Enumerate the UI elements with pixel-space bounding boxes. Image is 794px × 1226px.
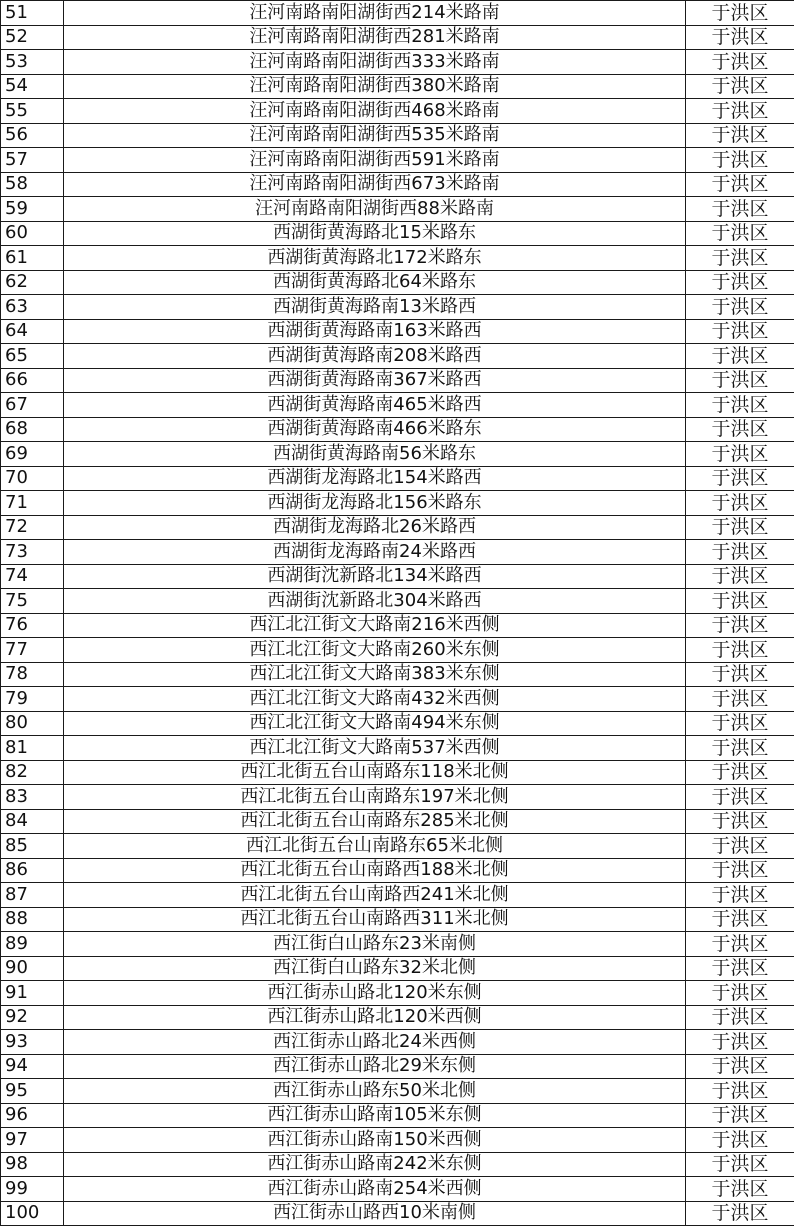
table-row bbox=[1, 662, 794, 687]
district-cell: 于洪区 bbox=[686, 638, 794, 663]
table-row bbox=[1, 687, 794, 712]
table-row bbox=[1, 1030, 794, 1055]
table-row bbox=[1, 172, 794, 197]
table-row bbox=[1, 613, 794, 638]
table-row bbox=[1, 760, 794, 785]
table-row bbox=[1, 50, 794, 75]
table-row bbox=[1, 25, 794, 50]
location-cell: 西湖街黄海路北172米路东 bbox=[64, 246, 686, 271]
district-cell: 于洪区 bbox=[686, 1103, 794, 1128]
row-number-cell: 86 bbox=[1, 858, 64, 883]
district-cell: 于洪区 bbox=[686, 589, 794, 614]
table-row bbox=[1, 1054, 794, 1079]
row-number-cell: 69 bbox=[1, 442, 64, 467]
location-cell: 西江北江街文大路南537米西侧 bbox=[64, 736, 686, 761]
district-cell: 于洪区 bbox=[686, 1, 794, 26]
location-cell: 西江街赤山路南242米东侧 bbox=[64, 1152, 686, 1177]
location-cell: 西湖街龙海路北154米路西 bbox=[64, 466, 686, 491]
table-row bbox=[1, 442, 794, 467]
district-cell: 于洪区 bbox=[686, 246, 794, 271]
row-number-cell: 63 bbox=[1, 295, 64, 320]
location-cell: 汪河南路南阳湖街西333米路南 bbox=[64, 50, 686, 75]
district-cell: 于洪区 bbox=[686, 344, 794, 369]
table-row bbox=[1, 74, 794, 99]
table-row bbox=[1, 515, 794, 540]
row-number-cell: 78 bbox=[1, 662, 64, 687]
row-number-cell: 100 bbox=[1, 1201, 64, 1226]
table-row bbox=[1, 540, 794, 565]
location-cell: 西江北街五台山南路西241米北侧 bbox=[64, 883, 686, 908]
location-cell: 西江北街五台山南路东197米北侧 bbox=[64, 785, 686, 810]
district-cell: 于洪区 bbox=[686, 858, 794, 883]
district-cell: 于洪区 bbox=[686, 25, 794, 50]
location-table-body bbox=[1, 1, 794, 1226]
district-cell: 于洪区 bbox=[686, 809, 794, 834]
row-number-cell: 96 bbox=[1, 1103, 64, 1128]
row-number-cell: 80 bbox=[1, 711, 64, 736]
table-row bbox=[1, 417, 794, 442]
table-row bbox=[1, 1079, 794, 1104]
district-cell: 于洪区 bbox=[686, 148, 794, 173]
table-row bbox=[1, 589, 794, 614]
row-number-cell: 94 bbox=[1, 1054, 64, 1079]
location-cell: 西江街赤山路南105米东侧 bbox=[64, 1103, 686, 1128]
row-number-cell: 55 bbox=[1, 99, 64, 124]
district-cell: 于洪区 bbox=[686, 172, 794, 197]
row-number-cell: 95 bbox=[1, 1079, 64, 1104]
table-row bbox=[1, 491, 794, 516]
location-cell: 西湖街黄海路南466米路东 bbox=[64, 417, 686, 442]
row-number-cell: 72 bbox=[1, 515, 64, 540]
location-cell: 西江街赤山路北29米东侧 bbox=[64, 1054, 686, 1079]
row-number-cell: 76 bbox=[1, 613, 64, 638]
location-cell: 西湖街黄海路南367米路西 bbox=[64, 368, 686, 393]
district-cell: 于洪区 bbox=[686, 932, 794, 957]
location-cell: 西江街白山路东23米南侧 bbox=[64, 932, 686, 957]
district-cell: 于洪区 bbox=[686, 1152, 794, 1177]
district-cell: 于洪区 bbox=[686, 123, 794, 148]
district-cell: 于洪区 bbox=[686, 491, 794, 516]
row-number-cell: 59 bbox=[1, 197, 64, 222]
district-cell: 于洪区 bbox=[686, 785, 794, 810]
location-cell: 西江北街五台山南路东285米北侧 bbox=[64, 809, 686, 834]
location-cell: 西湖街黄海路北15米路东 bbox=[64, 221, 686, 246]
location-cell: 西湖街黄海路南208米路西 bbox=[64, 344, 686, 369]
row-number-cell: 83 bbox=[1, 785, 64, 810]
row-number-cell: 90 bbox=[1, 956, 64, 981]
row-number-cell: 65 bbox=[1, 344, 64, 369]
location-cell: 西江街赤山路东50米北侧 bbox=[64, 1079, 686, 1104]
location-cell: 汪河南路南阳湖街西468米路南 bbox=[64, 99, 686, 124]
table-row bbox=[1, 466, 794, 491]
district-cell: 于洪区 bbox=[686, 319, 794, 344]
row-number-cell: 70 bbox=[1, 466, 64, 491]
district-cell: 于洪区 bbox=[686, 711, 794, 736]
table-row bbox=[1, 246, 794, 271]
table-row bbox=[1, 711, 794, 736]
location-cell: 西湖街黄海路南13米路西 bbox=[64, 295, 686, 320]
row-number-cell: 79 bbox=[1, 687, 64, 712]
table-row bbox=[1, 1005, 794, 1030]
table-row bbox=[1, 809, 794, 834]
district-cell: 于洪区 bbox=[686, 1201, 794, 1226]
row-number-cell: 98 bbox=[1, 1152, 64, 1177]
row-number-cell: 51 bbox=[1, 1, 64, 26]
district-cell: 于洪区 bbox=[686, 1128, 794, 1153]
row-number-cell: 64 bbox=[1, 319, 64, 344]
district-cell: 于洪区 bbox=[686, 442, 794, 467]
district-cell: 于洪区 bbox=[686, 74, 794, 99]
district-cell: 于洪区 bbox=[686, 1030, 794, 1055]
table-row bbox=[1, 564, 794, 589]
table-row bbox=[1, 99, 794, 124]
location-cell: 西江街赤山路南150米西侧 bbox=[64, 1128, 686, 1153]
table-row bbox=[1, 148, 794, 173]
table-row bbox=[1, 956, 794, 981]
district-cell: 于洪区 bbox=[686, 466, 794, 491]
location-cell: 西湖街黄海路南163米路西 bbox=[64, 319, 686, 344]
row-number-cell: 62 bbox=[1, 270, 64, 295]
row-number-cell: 53 bbox=[1, 50, 64, 75]
row-number-cell: 61 bbox=[1, 246, 64, 271]
table-row bbox=[1, 785, 794, 810]
table-row bbox=[1, 295, 794, 320]
row-number-cell: 81 bbox=[1, 736, 64, 761]
district-cell: 于洪区 bbox=[686, 687, 794, 712]
row-number-cell: 58 bbox=[1, 172, 64, 197]
location-cell: 西江北江街文大路南260米东侧 bbox=[64, 638, 686, 663]
row-number-cell: 85 bbox=[1, 834, 64, 859]
location-cell: 西江街赤山路北24米西侧 bbox=[64, 1030, 686, 1055]
district-cell: 于洪区 bbox=[686, 760, 794, 785]
location-cell: 汪河南路南阳湖街西281米路南 bbox=[64, 25, 686, 50]
row-number-cell: 71 bbox=[1, 491, 64, 516]
table-row bbox=[1, 1103, 794, 1128]
table-row bbox=[1, 736, 794, 761]
row-number-cell: 54 bbox=[1, 74, 64, 99]
row-number-cell: 52 bbox=[1, 25, 64, 50]
location-cell: 西湖街龙海路北26米路西 bbox=[64, 515, 686, 540]
location-cell: 西江北江街文大路南383米东侧 bbox=[64, 662, 686, 687]
location-cell: 西湖街黄海路南465米路西 bbox=[64, 393, 686, 418]
location-cell: 西湖街沈新路北304米路西 bbox=[64, 589, 686, 614]
table-row bbox=[1, 319, 794, 344]
location-cell: 西江北江街文大路南494米东侧 bbox=[64, 711, 686, 736]
row-number-cell: 56 bbox=[1, 123, 64, 148]
row-number-cell: 57 bbox=[1, 148, 64, 173]
district-cell: 于洪区 bbox=[686, 540, 794, 565]
row-number-cell: 87 bbox=[1, 883, 64, 908]
location-cell: 西江街白山路东32米北侧 bbox=[64, 956, 686, 981]
row-number-cell: 88 bbox=[1, 907, 64, 932]
district-cell: 于洪区 bbox=[686, 1054, 794, 1079]
table-row bbox=[1, 907, 794, 932]
location-cell: 西湖街黄海路南56米路东 bbox=[64, 442, 686, 467]
district-cell: 于洪区 bbox=[686, 417, 794, 442]
location-cell: 汪河南路南阳湖街西591米路南 bbox=[64, 148, 686, 173]
district-cell: 于洪区 bbox=[686, 736, 794, 761]
location-cell: 西江北街五台山南路西311米北侧 bbox=[64, 907, 686, 932]
row-number-cell: 89 bbox=[1, 932, 64, 957]
district-cell: 于洪区 bbox=[686, 99, 794, 124]
district-cell: 于洪区 bbox=[686, 50, 794, 75]
location-cell: 西江北江街文大路南216米西侧 bbox=[64, 613, 686, 638]
table-row bbox=[1, 932, 794, 957]
location-cell: 汪河南路南阳湖街西535米路南 bbox=[64, 123, 686, 148]
district-cell: 于洪区 bbox=[686, 197, 794, 222]
row-number-cell: 91 bbox=[1, 981, 64, 1006]
row-number-cell: 67 bbox=[1, 393, 64, 418]
row-number-cell: 68 bbox=[1, 417, 64, 442]
location-cell: 西湖街沈新路北134米路西 bbox=[64, 564, 686, 589]
location-cell: 西江街赤山路北120米东侧 bbox=[64, 981, 686, 1006]
row-number-cell: 84 bbox=[1, 809, 64, 834]
location-cell: 汪河南路南阳湖街西673米路南 bbox=[64, 172, 686, 197]
district-cell: 于洪区 bbox=[686, 1079, 794, 1104]
district-cell: 于洪区 bbox=[686, 368, 794, 393]
location-cell: 汪河南路南阳湖街西214米路南 bbox=[64, 1, 686, 26]
row-number-cell: 75 bbox=[1, 589, 64, 614]
row-number-cell: 92 bbox=[1, 1005, 64, 1030]
location-cell: 西江北街五台山南路东118米北侧 bbox=[64, 760, 686, 785]
table-row bbox=[1, 1152, 794, 1177]
location-cell: 汪河南路南阳湖街西88米路南 bbox=[64, 197, 686, 222]
row-number-cell: 66 bbox=[1, 368, 64, 393]
table-row bbox=[1, 834, 794, 859]
table-row bbox=[1, 1177, 794, 1202]
table-row bbox=[1, 270, 794, 295]
district-cell: 于洪区 bbox=[686, 981, 794, 1006]
table-row bbox=[1, 981, 794, 1006]
table-row bbox=[1, 883, 794, 908]
table-row bbox=[1, 858, 794, 883]
table-row bbox=[1, 368, 794, 393]
table-row bbox=[1, 638, 794, 663]
table-row bbox=[1, 1201, 794, 1226]
row-number-cell: 97 bbox=[1, 1128, 64, 1153]
table-row bbox=[1, 123, 794, 148]
district-cell: 于洪区 bbox=[686, 613, 794, 638]
row-number-cell: 77 bbox=[1, 638, 64, 663]
row-number-cell: 74 bbox=[1, 564, 64, 589]
district-cell: 于洪区 bbox=[686, 907, 794, 932]
district-cell: 于洪区 bbox=[686, 834, 794, 859]
district-cell: 于洪区 bbox=[686, 564, 794, 589]
district-cell: 于洪区 bbox=[686, 393, 794, 418]
district-cell: 于洪区 bbox=[686, 515, 794, 540]
table-row bbox=[1, 221, 794, 246]
table-row bbox=[1, 197, 794, 222]
district-cell: 于洪区 bbox=[686, 295, 794, 320]
location-cell: 汪河南路南阳湖街西380米路南 bbox=[64, 74, 686, 99]
location-cell: 西湖街龙海路南24米路西 bbox=[64, 540, 686, 565]
district-cell: 于洪区 bbox=[686, 270, 794, 295]
table-row bbox=[1, 1128, 794, 1153]
row-number-cell: 60 bbox=[1, 221, 64, 246]
table-row bbox=[1, 344, 794, 369]
row-number-cell: 82 bbox=[1, 760, 64, 785]
location-cell: 西湖街黄海路北64米路东 bbox=[64, 270, 686, 295]
row-number-cell: 93 bbox=[1, 1030, 64, 1055]
location-cell: 西江街赤山路南254米西侧 bbox=[64, 1177, 686, 1202]
table-row bbox=[1, 393, 794, 418]
district-cell: 于洪区 bbox=[686, 1177, 794, 1202]
location-cell: 西江街赤山路北120米西侧 bbox=[64, 1005, 686, 1030]
row-number-cell: 99 bbox=[1, 1177, 64, 1202]
district-cell: 于洪区 bbox=[686, 1005, 794, 1030]
location-cell: 西江北街五台山南路西188米北侧 bbox=[64, 858, 686, 883]
location-cell: 西江北江街文大路南432米西侧 bbox=[64, 687, 686, 712]
location-cell: 西湖街龙海路北156米路东 bbox=[64, 491, 686, 516]
district-cell: 于洪区 bbox=[686, 883, 794, 908]
table-row bbox=[1, 1, 794, 26]
district-cell: 于洪区 bbox=[686, 662, 794, 687]
location-cell: 西江街赤山路西10米南侧 bbox=[64, 1201, 686, 1226]
location-cell: 西江北街五台山南路东65米北侧 bbox=[64, 834, 686, 859]
district-cell: 于洪区 bbox=[686, 956, 794, 981]
district-cell: 于洪区 bbox=[686, 221, 794, 246]
row-number-cell: 73 bbox=[1, 540, 64, 565]
